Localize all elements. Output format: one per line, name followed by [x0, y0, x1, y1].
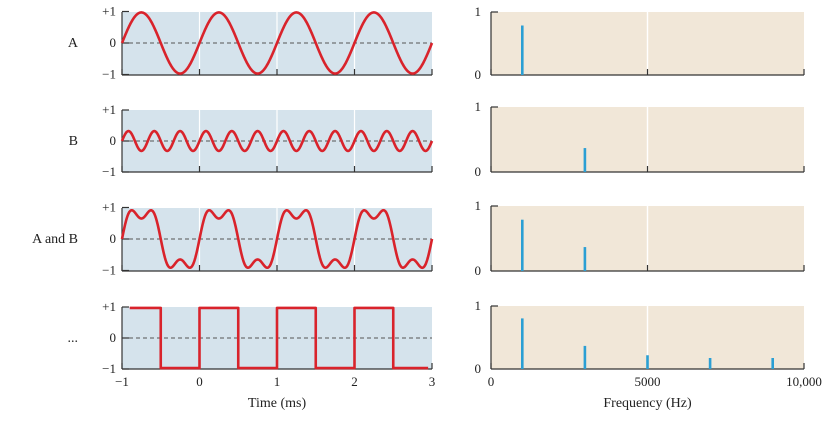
frequency-y-tick-label: 0	[474, 67, 481, 82]
frequency-x-tick-label: 5000	[634, 374, 661, 389]
time-x-tick-label: −1	[115, 374, 129, 389]
frequency-y-tick-label: 1	[474, 4, 481, 19]
frequency-y-tick-label: 1	[474, 99, 481, 114]
row-label: ...	[67, 331, 78, 346]
time-x-tick-label: 2	[351, 374, 358, 389]
time-y-tick-label: 0	[109, 35, 116, 50]
frequency-y-tick-label: 0	[474, 263, 481, 278]
row-label: B	[68, 134, 78, 149]
frequency-x-tick-label: 0	[487, 374, 495, 389]
time-y-tick-label: +1	[102, 199, 116, 215]
time-y-tick-label: 0	[109, 330, 116, 345]
frequency-y-tick-label: 1	[474, 298, 481, 313]
time-axis-title: Time (ms)	[247, 396, 307, 411]
time-y-tick-label: −1	[102, 361, 116, 376]
frequency-y-tick-label: 0	[474, 361, 481, 376]
time-y-tick-label: 0	[109, 133, 116, 148]
frequency-y-tick-label: 0	[474, 164, 481, 179]
time-x-tick-label: 0	[196, 374, 203, 389]
time-y-tick-label: −1	[102, 66, 116, 82]
row-label: A	[67, 36, 78, 51]
frequency-x-tick-label: 10,000	[786, 374, 822, 389]
time-y-tick-label: −1	[102, 164, 116, 179]
time-y-tick-label: −1	[102, 262, 116, 278]
time-y-tick-label: +1	[102, 102, 116, 117]
time-x-tick-label: 1	[273, 374, 281, 389]
time-y-tick-label: +1	[102, 299, 116, 314]
frequency-axis-title: Frequency (Hz)	[603, 396, 692, 411]
row-label: A and B	[32, 232, 78, 247]
frequency-y-tick-label: 1	[474, 198, 481, 213]
time-y-tick-label: 0	[109, 231, 116, 246]
time-y-tick-label: +1	[102, 3, 116, 19]
time-x-tick-label: 3	[428, 374, 436, 389]
